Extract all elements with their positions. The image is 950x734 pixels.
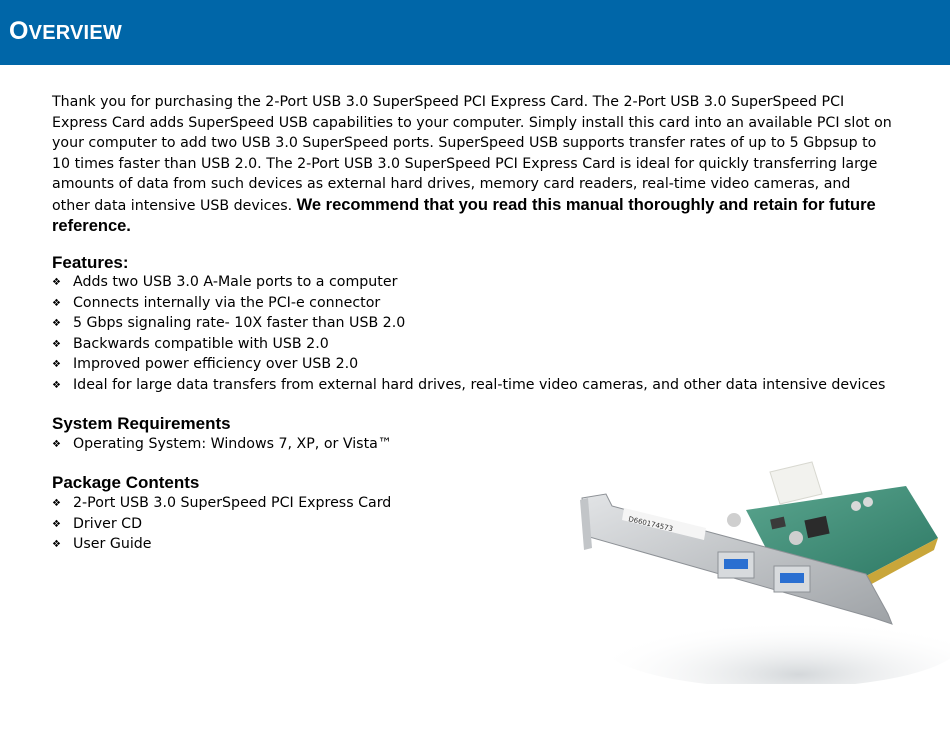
- page-title: OVERVIEW: [9, 17, 122, 45]
- intro-text: Thank you for purchasing the 2-Port USB 3.0 SuperSpeed PCI Express Card. The 2-Port USB 3.0 SuperSpeed PCI Express Card adds SuperSpeed USB capabilities to your computer. Simply install this card into an available PCI slot on your computer to add two USB 3.0 SuperSpeed ports. SuperSpeed USB supports transfer rates of up to 5 Gbpsup to 10 times faster than USB 2.0. The 2-Port USB 3.0 SuperSpeed PCI Express Card is ideal for quickly transferring large amounts of data from such devices as external hard drives, memory card readers, real-time video cameras, and other data intensive USB devices.: [52, 94, 892, 214]
- bullet-icon: ❖: [52, 277, 61, 288]
- pci-card-image: [566, 458, 950, 684]
- list-item: ❖ Backwards compatible with USB 2.0: [52, 334, 885, 355]
- list-item: ❖ 5 Gbps signaling rate- 10X faster than USB 2.0: [52, 313, 885, 334]
- list-item: ❖ Improved power efficiency over USB 2.0: [52, 354, 885, 375]
- intro-paragraph: [52, 92, 892, 238]
- capacitor: [727, 513, 741, 527]
- power-connector: [770, 462, 822, 504]
- bullet-icon: ❖: [52, 539, 61, 550]
- bullet-icon: ❖: [52, 518, 61, 530]
- intro-emphasis: We recommend that you read this manual thoroughly and retain for future reference.: [52, 195, 876, 235]
- usb-port-1-tongue: [724, 559, 748, 569]
- bullet-icon: ❖: [52, 318, 61, 329]
- package-contents-list: [52, 493, 391, 555]
- package-contents-heading: Package Contents: [52, 473, 200, 492]
- list-item: ❖ User Guide: [52, 534, 391, 555]
- serial-number: D660174573: [627, 515, 674, 534]
- list-item: ❖ Adds two USB 3.0 A-Male ports to a computer: [52, 272, 885, 293]
- bullet-icon: ❖: [52, 498, 61, 509]
- card-shadow: [601, 598, 950, 684]
- features-list: [52, 272, 885, 395]
- list-item: ❖ Driver CD: [52, 514, 391, 535]
- capacitor: [789, 531, 803, 545]
- bullet-icon: ❖: [52, 297, 61, 309]
- list-item: ❖ 2-Port USB 3.0 SuperSpeed PCI Express Card: [52, 493, 391, 514]
- capacitor: [851, 501, 861, 511]
- list-item: ❖ Operating System: Windows 7, XP, or Vista™: [52, 434, 392, 455]
- bullet-icon: ❖: [52, 379, 61, 391]
- list-item: ❖ Ideal for large data transfers from external hard drives, real-time video cameras, and other data intensive devices: [52, 375, 885, 396]
- features-heading: Features:: [52, 253, 129, 272]
- header-bar: [0, 0, 950, 65]
- bullet-icon: ❖: [52, 338, 61, 350]
- bullet-icon: ❖: [52, 359, 61, 370]
- bullet-icon: ❖: [52, 439, 61, 450]
- system-requirements-list: [52, 434, 392, 455]
- capacitor: [863, 497, 873, 507]
- system-requirements-heading: System Requirements: [52, 414, 231, 433]
- list-item: ❖ Connects internally via the PCI-e connector: [52, 293, 885, 314]
- usb-port-2-tongue: [780, 573, 804, 583]
